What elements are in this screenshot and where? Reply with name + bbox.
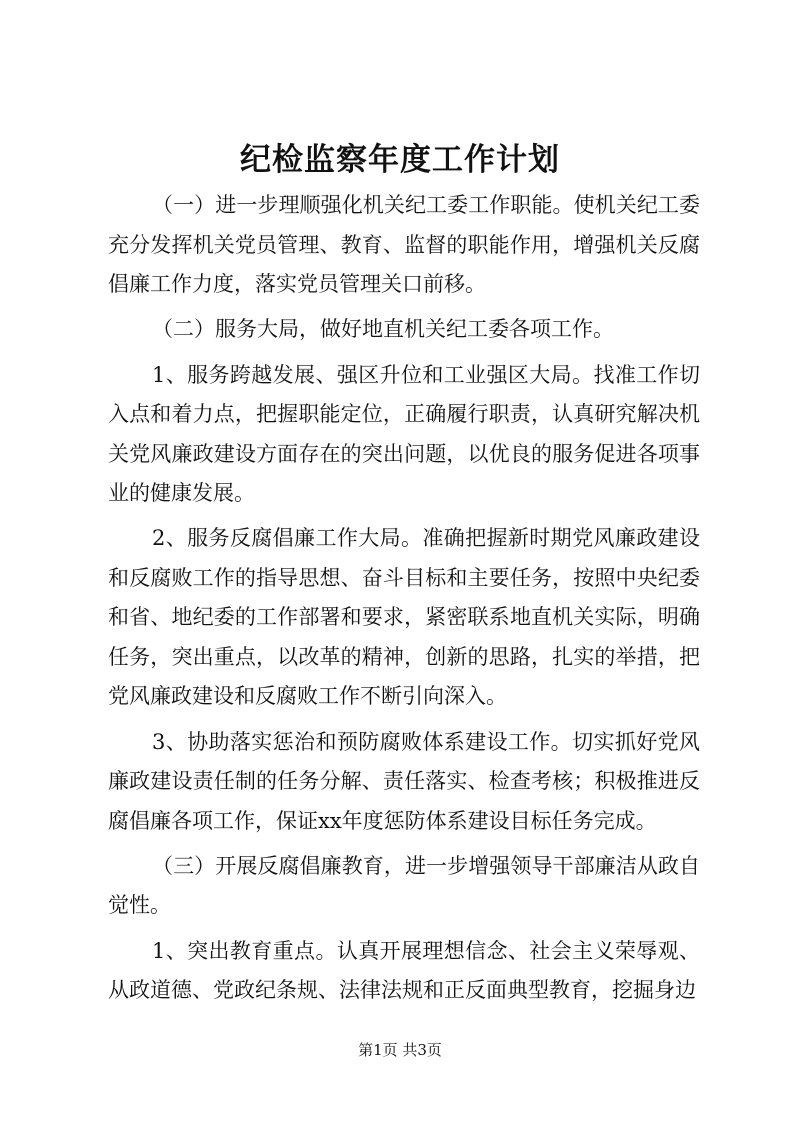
paragraph-5: 3、协助落实惩治和预防腐败体系建设工作。切实抓好党风廉政建设责任制的任务分解、责任落实、检查考核；积极推进反腐倡廉各项工作，保证xx年度惩防体系建设目标任务完成。	[108, 729, 700, 833]
paragraph-7: 1、突出教育重点。认真开展理想信念、社会主义荣辱观、从政道德、党政纪条规、法律法规和正反面典型教育，挖掘身边	[108, 938, 700, 1003]
document-body	[108, 186, 700, 1017]
paragraph-6: （三）开展反腐倡廉教育，进一步增强领导干部廉洁从政自觉性。	[108, 853, 700, 918]
paragraph-1: （一）进一步理顺强化机关纪工委工作职能。使机关纪工委充分发挥机关党员管理、教育、监督的职能作用，增强机关反腐倡廉工作力度，落实党员管理关口前移。	[108, 193, 700, 296]
paragraph-3: 1、服务跨越发展、强区升位和工业强区大局。找准工作切入点和着力点，把握职能定位，正确履行职责，认真研究解决机关党风廉政建设方面存在的突出问题，以优良的服务促进各项事业的健康发展。	[108, 362, 700, 506]
page-number-footer: 第1页 共3页	[358, 1041, 442, 1059]
document-title: 纪检监察年度工作计划	[240, 142, 560, 178]
paragraph-2: （二）服务大局，做好地直机关纪工委各项工作。	[152, 317, 614, 342]
paragraph-4: 2、服务反腐倡廉工作大局。准确把握新时期党风廉政建设和反腐败工作的指导思想、奋斗目标和主要任务，按照中央纪委和省、地纪委的工作部署和要求，紧密联系地直机关实际，明确任务，突出重点，以改革的精神，创新的思路，扎实的举措，把党风廉政建设和反腐败工作不断引向深入。	[108, 526, 700, 709]
